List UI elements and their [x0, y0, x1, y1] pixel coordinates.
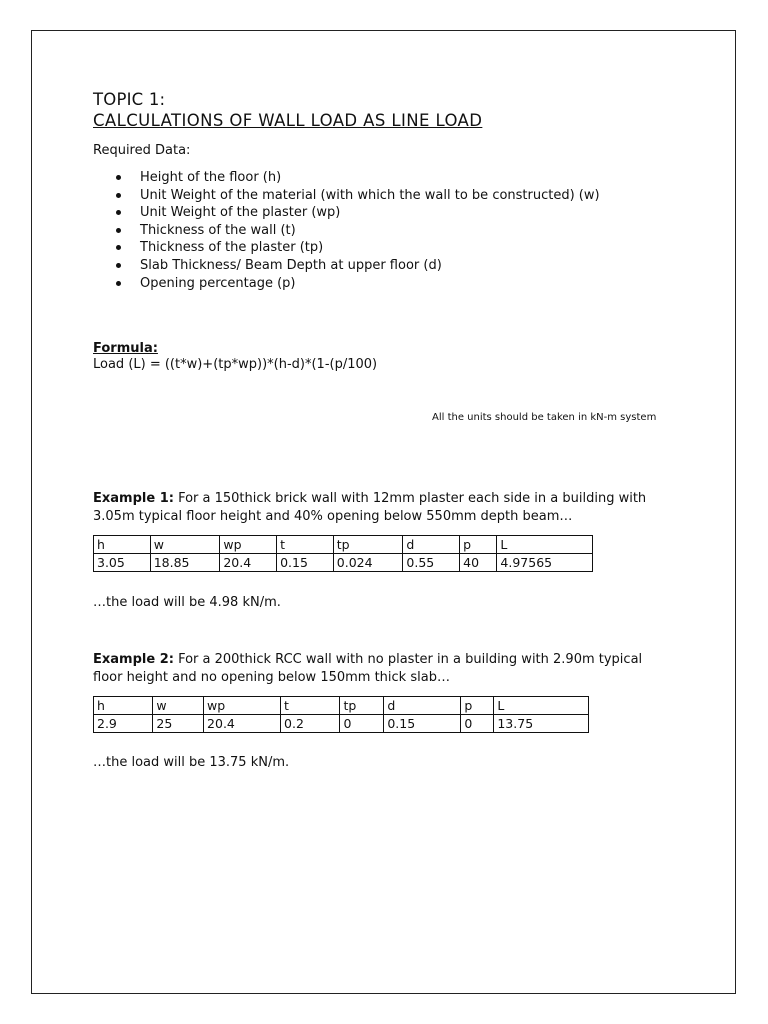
example-2-table	[93, 696, 589, 733]
table-header-row	[94, 536, 593, 554]
list-item-text: Opening percentage (p)	[140, 275, 296, 291]
example-2-text: For a 200thick RCC wall with no plaster in a building with 2.90m typical floor height and no opening below 150mm thick slab…	[93, 652, 643, 685]
bullet-icon	[116, 263, 121, 268]
table-cell: 0.55	[403, 554, 460, 572]
topic-heading: TOPIC 1:	[93, 90, 166, 109]
formula-label: Formula:	[93, 341, 158, 356]
table-cell: p	[460, 536, 497, 554]
table-cell: w	[150, 536, 220, 554]
table-cell: t	[281, 697, 340, 715]
list-item-text: Thickness of the plaster (tp)	[140, 240, 324, 256]
table-cell: 40	[460, 554, 497, 572]
table-cell: d	[384, 697, 461, 715]
table-cell: 0	[461, 715, 494, 733]
example-2-paragraph	[93, 651, 673, 687]
units-note: All the units should be taken in kN-m system	[432, 412, 657, 423]
table-cell: 20.4	[204, 715, 281, 733]
list-item-text: Unit Weight of the material (with which the wall to be constructed) (w)	[140, 187, 600, 203]
table-cell: 0	[340, 715, 384, 733]
example-1-paragraph	[93, 490, 673, 526]
list-item-text: Slab Thickness/ Beam Depth at upper floor (d)	[140, 257, 442, 273]
table-cell: t	[277, 536, 334, 554]
list-item-text: Unit Weight of the plaster (wp)	[140, 205, 341, 221]
required-data-list	[108, 169, 600, 292]
table-cell: 2.9	[94, 715, 153, 733]
table-cell: 4.97565	[497, 554, 593, 572]
example-1-table	[93, 535, 593, 572]
list-item	[108, 204, 600, 222]
example-1-label: Example 1:	[93, 491, 174, 506]
table-cell: wp	[220, 536, 277, 554]
table-cell: 0.15	[277, 554, 334, 572]
table-cell: wp	[204, 697, 281, 715]
table-cell: d	[403, 536, 460, 554]
list-item-text: Height of the floor (h)	[140, 170, 282, 185]
bullet-icon	[116, 210, 121, 215]
table-cell: h	[94, 697, 153, 715]
list-item-text: Thickness of the wall (t)	[140, 222, 296, 238]
example-1-result: …the load will be 4.98 kN/m.	[93, 595, 281, 610]
table-header-row	[94, 697, 589, 715]
list-item	[108, 275, 600, 293]
example-2-label: Example 2:	[93, 652, 174, 667]
table-row	[94, 554, 593, 572]
table-cell: 0.024	[333, 554, 403, 572]
table-cell: w	[153, 697, 204, 715]
bullet-icon	[116, 281, 121, 286]
example-2-result: …the load will be 13.75 kN/m.	[93, 755, 290, 770]
list-item	[108, 222, 600, 240]
list-item	[108, 239, 600, 257]
table-cell: 18.85	[150, 554, 220, 572]
table-cell: 13.75	[494, 715, 589, 733]
table-cell: tp	[333, 536, 403, 554]
table-cell: 3.05	[94, 554, 151, 572]
table-cell: 0.15	[384, 715, 461, 733]
example-1-text: For a 150thick brick wall with 12mm plaster each side in a building with 3.05m typical floor height and 40% opening below 550mm depth beam…	[93, 491, 647, 524]
bullet-icon	[116, 193, 121, 198]
page-title: CALCULATIONS OF WALL LOAD AS LINE LOAD	[93, 111, 483, 130]
bullet-icon	[116, 228, 121, 233]
list-item	[108, 187, 600, 205]
bullet-icon	[116, 175, 121, 180]
list-item	[108, 257, 600, 275]
bullet-icon	[116, 245, 121, 250]
list-item	[108, 169, 600, 187]
table-cell: 0.2	[281, 715, 340, 733]
table-cell: h	[94, 536, 151, 554]
table-cell: 25	[153, 715, 204, 733]
table-cell: tp	[340, 697, 384, 715]
table-cell: 20.4	[220, 554, 277, 572]
required-data-label: Required Data:	[93, 143, 191, 158]
table-row	[94, 715, 589, 733]
table-cell: p	[461, 697, 494, 715]
formula-text: Load (L) = ((t*w)+(tp*wp))*(h-d)*(1-(p/100)	[93, 357, 378, 372]
table-cell: L	[497, 536, 593, 554]
table-cell: L	[494, 697, 589, 715]
